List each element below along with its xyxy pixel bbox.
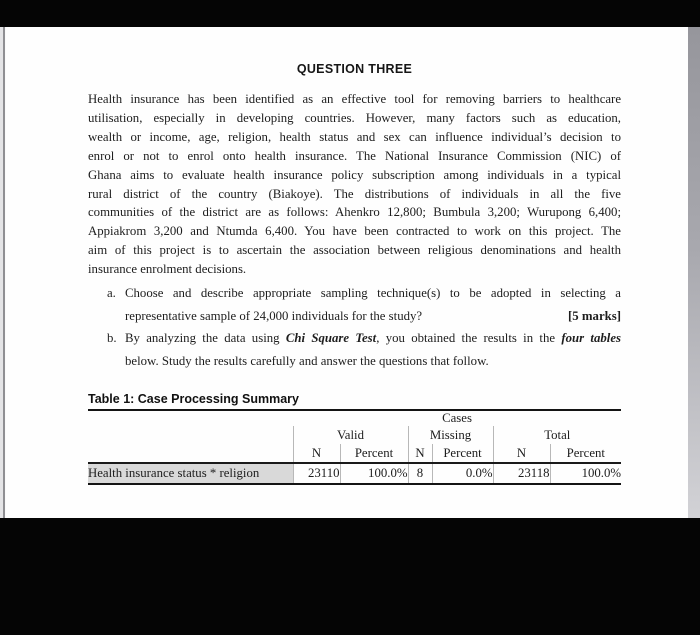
group-header-missing: Missing xyxy=(408,426,493,444)
subheader-missing-n: N xyxy=(408,444,432,463)
intro-paragraph xyxy=(88,90,621,279)
marks-badge: [5 marks] xyxy=(568,308,621,323)
letterbox-top-bar xyxy=(0,0,700,27)
item-a-label: a. xyxy=(107,286,116,301)
paragraph-line: Ghana aims to evaluate health insurance policy subscription among individuals in a typical xyxy=(88,167,621,182)
text-segment: By analyzing the data using xyxy=(125,331,286,346)
valid-n-value: 23110 xyxy=(293,463,340,484)
item-a-line2-text: representative sample of 24,000 individuals for the study? xyxy=(125,308,423,323)
text-segment: four tables xyxy=(561,331,621,346)
valid-percent-value: 100.0% xyxy=(340,463,408,484)
empty-label-cell xyxy=(88,426,293,444)
paragraph-line: enrol or not to enrol onto health insurance. The National Insurance Commission (NIC) of xyxy=(88,148,621,163)
empty-label-cell xyxy=(88,444,293,463)
missing-percent-value: 0.0% xyxy=(432,463,493,484)
paragraph-line: communities of the district are as follows: Ahenkro 12,800; Bumbula 3,200; Wurupong 6,400; xyxy=(88,205,621,220)
subheader-missing-percent: Percent xyxy=(432,444,493,463)
total-n-value: 23118 xyxy=(493,463,550,484)
table-data-row xyxy=(88,463,621,484)
text-segment: Chi Square Test xyxy=(285,331,377,346)
text-segment: , you obtained the results in the xyxy=(376,331,562,346)
page-right-edge-strip xyxy=(688,27,700,518)
row-label-cell: Health insurance status * religion xyxy=(88,463,293,484)
question-list xyxy=(88,282,621,372)
group-header-total: Total xyxy=(544,427,571,442)
paragraph-line: insurance enrolment decisions. xyxy=(88,262,247,277)
paragraph-line: Health insurance has been identified as an effective tool for removing barriers to healthcare xyxy=(88,92,621,106)
item-b-label: b. xyxy=(107,331,117,346)
paragraph-line: wealth or income, age, religion, health status and sex can influence individual’s decision to xyxy=(88,129,621,144)
group-header-valid: Valid xyxy=(293,426,408,444)
question-title: QUESTION THREE xyxy=(296,62,413,76)
subheader-total-percent: Percent xyxy=(550,444,621,463)
subheader-valid-percent: Percent xyxy=(340,444,408,463)
question-item-b xyxy=(88,327,621,372)
question-item-a xyxy=(88,282,621,327)
table-row-subheaders xyxy=(88,444,621,463)
table1-caption: Table 1: Case Processing Summary xyxy=(88,392,299,407)
case-processing-summary-table xyxy=(88,409,621,485)
page-left-edge-shadow xyxy=(0,27,6,518)
table1-block xyxy=(88,392,621,485)
page-content xyxy=(88,27,621,485)
item-b-line2: below. Study the results carefully and answer the questions that follow. xyxy=(125,353,489,368)
total-percent-value: 100.0% xyxy=(581,466,622,481)
paragraph-line: aim of this project is to ascertain the association between religious denominations and health xyxy=(88,243,621,258)
cases-header-cell: Cases xyxy=(442,411,472,426)
table-row-cases-header xyxy=(88,410,621,426)
table-row-group-headers xyxy=(88,426,621,444)
paragraph-line: Appiakrom 3,200 and Ntumda 6,400. You have been contracted to work on this project. The xyxy=(88,224,621,239)
subheader-total-n: N xyxy=(493,444,550,463)
empty-corner-cell xyxy=(88,410,293,426)
paragraph-line: rural district of the country (Biakoye). The distributions of individuals in all the five xyxy=(88,186,621,201)
subheader-valid-n: N xyxy=(293,444,340,463)
item-b-line1 xyxy=(125,327,621,350)
letterbox-bottom-bar xyxy=(0,518,700,635)
item-a-line2 xyxy=(125,305,621,328)
item-a-line1: Choose and describe appropriate sampling technique(s) to be adopted in selecting a xyxy=(125,286,621,301)
missing-n-value: 8 xyxy=(408,463,432,484)
document-page xyxy=(6,27,688,518)
paragraph-line: utilisation, especially in developing countries. However, many factors such as education, xyxy=(88,110,621,125)
